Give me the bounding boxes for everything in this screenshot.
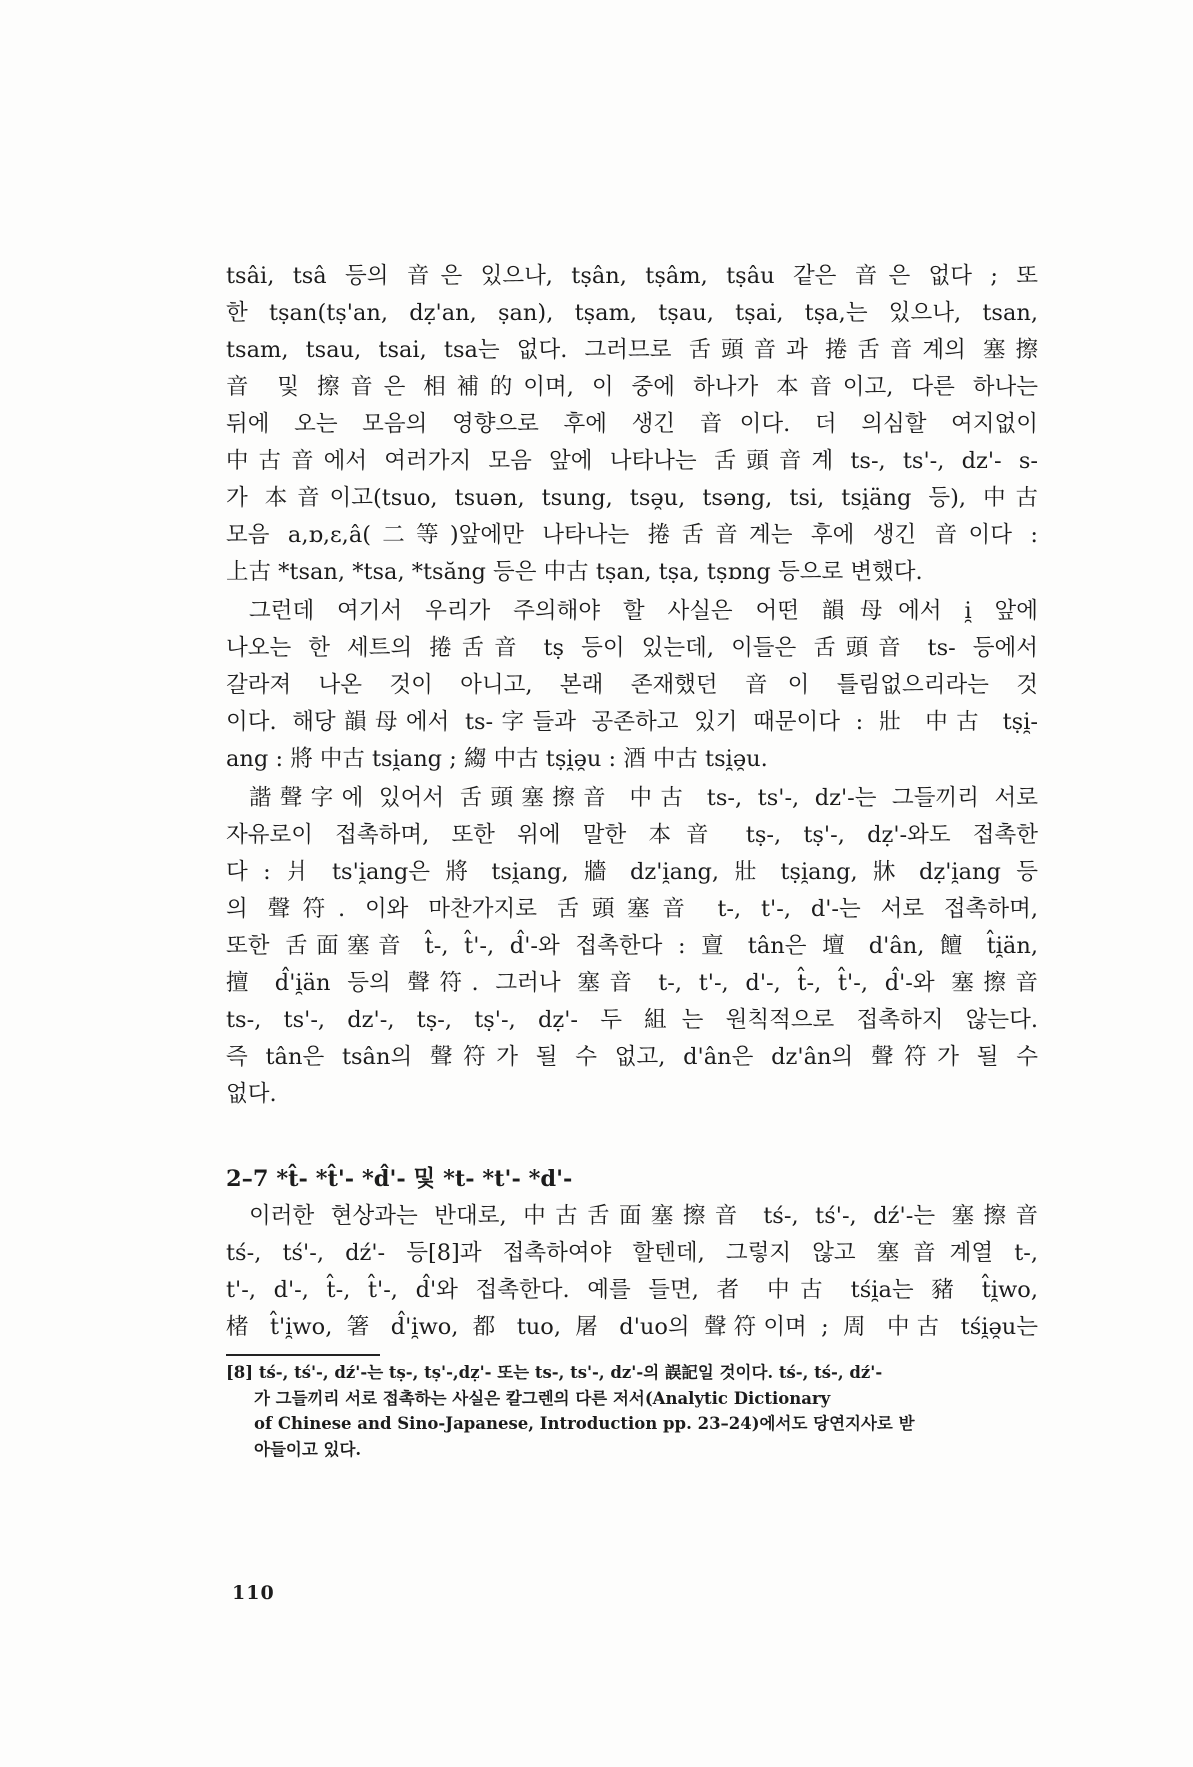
text-line: 나오는 한 세트의 捲舌音 tṣ 등이 있는데, 이들은 舌頭音 ts- 등에서 [226,635,1038,661]
text-line: tsam, tsau, tsai, tsa는 없다. 그러므로 舌頭音과 捲舌音계의 塞擦 [226,337,1038,363]
text-line: 갈라져 나온 것이 아니고, 본래 존재했던 音이 틀림없으리라는 것 [226,672,1038,698]
text-line: t'-, d'-, t̂-, t̂'-, d̂'와 접촉한다. 예를 들면, 者 中古 tśi̯a는 豬 t̂i̯wo, [226,1277,1038,1303]
footnote [226,1360,1038,1462]
text-line: 모음 a,ɒ,ɛ,â(二等)앞에만 나타나는 捲舌音계는 후에 생긴 音이다 : [226,522,1038,548]
footnote-line: 아들이고 있다. [254,1439,362,1459]
text-line: 楮 t̂'i̯wo, 箸 d̂'i̯wo, 都 tuo, 屠 d'uo의 聲符이며 ; 周 中古 tśi̯ə̯u는 [226,1314,1038,1340]
text-line: 다 : 爿 ts'i̯ang은 將 tsi̯ang, 牆 dz'i̯ang, 壯 tṣi̯ang, 牀 dẓ'i̯ang 등 [226,859,1038,885]
paragraph-2 [226,593,1038,778]
text-line: 擅 d̂'i̯än 등의 聲符. 그러나 塞音 t-, t'-, d'-, t̂-, t̂'-, d̂'-와 塞擦音 [226,970,1038,996]
text-line: 자유로이 접촉하며, 또한 위에 말한 本音 tṣ-, tṣ'-, dẓ'-와도 접촉한 [226,822,1038,848]
text-line: tś-, tś'-, dź'- 등[8]과 접촉하여야 할텐데, 그렇지 않고 塞音계열 t-, [226,1240,1038,1266]
text-line: 가 本音이고(tsuo, tsuən, tsung, tsə̯u, tsəng, tsi, tsi̯äng 등), 中古 [226,485,1038,511]
text-line: 上古 *tsan, *tsa, *tsăng 등은 中古 tṣan, tṣa, tṣɒng 등으로 변했다. [226,559,923,585]
paragraph-3 [226,780,1038,1113]
section-paragraph [226,1198,1038,1346]
text-line: 없다. [226,1081,277,1107]
paragraph-1 [226,258,1038,591]
footnote-divider [226,1354,380,1356]
text-line: 한 tṣan(tṣ'an, dẓ'an, ṣan), tṣam, tṣau, tṣai, tṣa,는 있으나, tsan, [226,300,1038,326]
footnote-line: [8] tś-, tś'-, dź'-는 tṣ-, tṣ'-,dẓ'- 또는 ts-, ts'-, dz'-의 誤記일 것이다. tś-, tś-, dź'- [226,1363,883,1382]
page-number: 110 [232,1582,275,1604]
text-line: 또한 舌面塞音 t̂-, t̂'-, d̂'-와 접촉한다 : 亶 tân은 壇 d'ân, 饘 t̂i̯än, [226,933,1038,959]
text-line: 諧聲字에 있어서 舌頭塞擦音 中古 ts-, ts'-, dz'-는 그들끼리 서로 [249,785,1038,811]
footnote-line: 가 그들끼리 서로 접촉하는 사실은 칼그렌의 다른 저서(Analytic Dictionary [254,1388,831,1408]
footnote-line: of Chinese and Sino-Japanese, Introduction pp. 23–24)에서도 당연지사로 받 [254,1414,915,1433]
page-body [226,258,1038,1462]
text-line: 이러한 현상과는 반대로, 中古舌面塞擦音 tś-, tś'-, dź'-는 塞擦音 [249,1203,1038,1229]
text-line: 뒤에 오는 모음의 영향으로 후에 생긴 音이다. 더 의심할 여지없이 [226,411,1038,437]
text-line: tsâi, tsâ 등의 音은 있으나, tṣân, tṣâm, tṣâu 같은 音은 없다 ; 또 [226,263,1038,289]
text-line: 中古音에서 여러가지 모음 앞에 나타나는 舌頭音계 ts-, ts'-, dz'- s- [226,448,1038,474]
text-line: 의 聲符. 이와 마찬가지로 舌頭塞音 t-, t'-, d'-는 서로 접촉하며, [226,896,1038,922]
text-line: 즉 tân은 tsân의 聲符가 될 수 없고, d'ân은 dz'ân의 聲符가 될 수 [226,1044,1038,1070]
section-heading: 2–7 *t̂- *t̂'- *d̂'- 및 *t- *t'- *d'- [226,1166,573,1192]
text-line: 音 및 擦音은 相補的이며, 이 중에 하나가 本音이고, 다른 하나는 [226,374,1038,400]
text-line: ts-, ts'-, dz'-, tṣ-, tṣ'-, dẓ'- 두 組는 원칙적으로 접촉하지 않는다. [226,1007,1038,1033]
text-line: ang : 將 中古 tsi̯ang ; 縐 中古 tṣi̯ə̯u : 酒 中古 tsi̯ə̯u. [226,746,768,772]
text-line: 그런데 여기서 우리가 주의해야 할 사실은 어떤 韻母에서 i̯ 앞에 [249,598,1038,624]
text-line: 이다. 해당韻母에서 ts-字들과 공존하고 있기 때문이다 : 壯 中古 tṣi̯- [226,709,1038,735]
